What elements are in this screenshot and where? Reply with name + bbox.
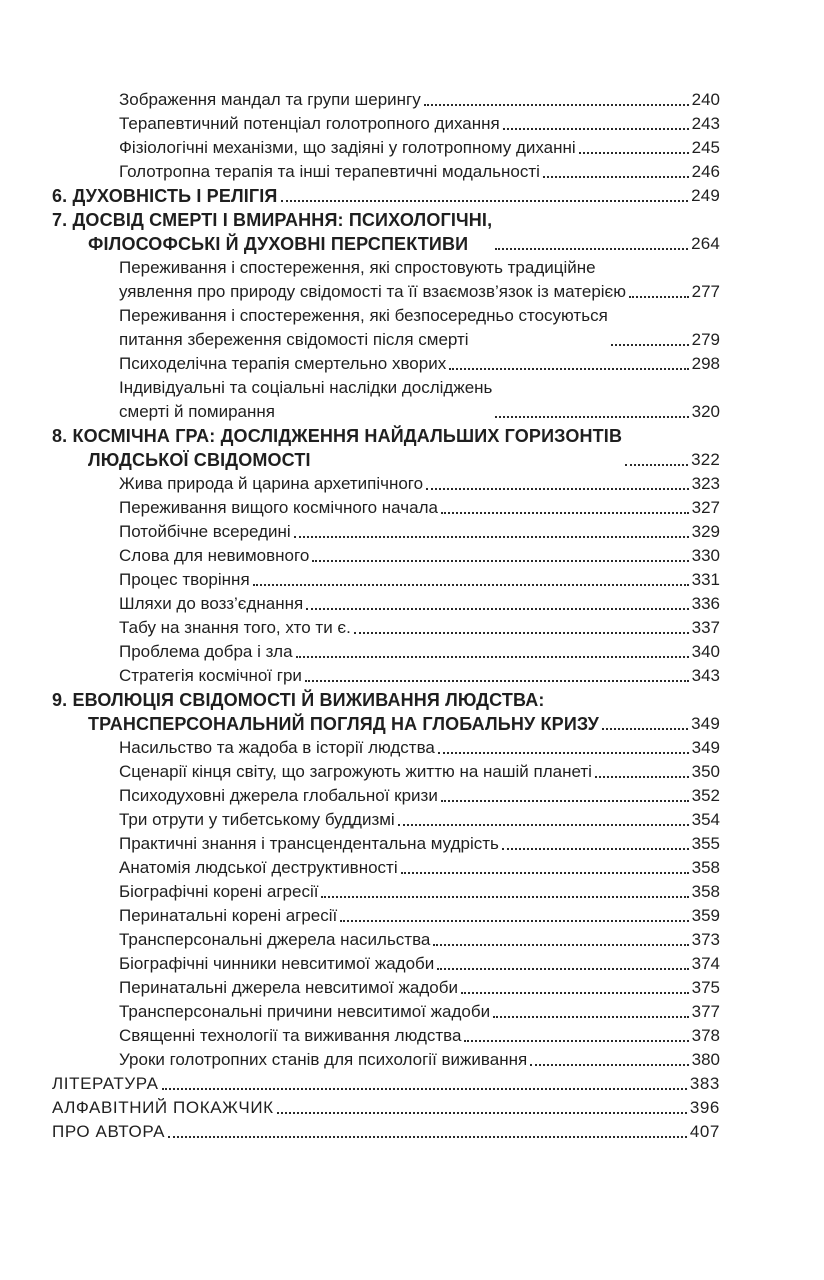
toc-entry-title	[119, 664, 302, 688]
toc-entry-title-line: Сценарії кінця світу, що загрожують життю на нашій планеті	[119, 762, 592, 781]
toc-entry-title	[119, 880, 318, 904]
toc-entry-title-line: Трансперсональні причини невситимої жадоби	[119, 1002, 491, 1021]
toc-entry-title-continuation: ФІЛОСОФСЬКІ Й ДУХОВНІ ПЕРСПЕКТИВИ	[88, 234, 469, 254]
toc-entry-title-line: Зображення мандал та групи шерингу	[119, 90, 421, 109]
toc-page-number: 358	[691, 858, 720, 877]
toc-page-number: 354	[691, 810, 720, 829]
toc-section-entry	[52, 496, 720, 520]
dot-leader	[168, 1136, 687, 1138]
toc-page-number: 277	[691, 282, 720, 301]
dot-leader	[426, 488, 689, 490]
toc-entry-title	[119, 88, 421, 112]
toc-entry-title-continuation: ТРАНСПЕРСОНАЛЬНИЙ ПОГЛЯД НА ГЛОБАЛЬНУ КРИЗУ	[88, 714, 600, 734]
toc-page-number: 331	[691, 570, 720, 589]
toc-entry-title	[119, 496, 438, 520]
toc-entry-title-continuation: уявлення про природу свідомості та її взаємозв’язок із матерією	[119, 282, 626, 301]
toc-entry-title-line: Жива природа й царина архетипічного	[119, 474, 424, 493]
toc-page-number: 320	[691, 402, 720, 421]
toc-entry-title	[119, 352, 446, 376]
dot-leader	[502, 848, 689, 850]
toc-page-number: 322	[691, 450, 720, 469]
toc-section-entry	[52, 304, 720, 352]
toc-entry-title	[119, 832, 499, 856]
toc-entry-title-line: Слова для невимовного	[119, 546, 310, 565]
toc-entry-title	[119, 952, 434, 976]
toc-page-number: 352	[691, 786, 720, 805]
dot-leader	[449, 368, 688, 370]
dot-leader	[441, 512, 689, 514]
toc-section-entry	[52, 1000, 720, 1024]
toc-page-number: 264	[691, 234, 720, 253]
dot-leader	[543, 176, 689, 178]
toc-page-number: 245	[691, 138, 720, 157]
toc-section-entry	[52, 976, 720, 1000]
toc-entry-title-line: Шляхи до возз’єднання	[119, 594, 304, 613]
toc-section-entry	[52, 880, 720, 904]
toc-page-number: 343	[691, 666, 720, 685]
dot-leader	[503, 128, 689, 130]
toc-page-number: 396	[689, 1098, 720, 1117]
toc-entry-title-line: 8. КОСМІЧНА ГРА: ДОСЛІДЖЕННЯ НАЙДАЛЬШИХ ГОРИЗОНТІВ	[52, 426, 623, 446]
toc-entry-title-line: Три отрути у тибетському буддизмі	[119, 810, 395, 829]
toc-chapter-entry	[52, 208, 720, 256]
toc-entry-title-line: Насильство та жадоба в історії людства	[119, 738, 435, 757]
toc-entry-title	[119, 112, 500, 136]
toc-entry-title	[119, 1000, 490, 1024]
dot-leader	[312, 560, 688, 562]
dot-leader	[306, 608, 688, 610]
toc-entry-title-line: Перинатальні джерела невситимої жадоби	[119, 978, 458, 997]
toc-entry-title-line: Стратегія космічної гри	[119, 666, 302, 685]
toc-page-number: 378	[691, 1026, 720, 1045]
dot-leader	[162, 1088, 687, 1090]
toc-entry-title-line: Фізіологічні механізми, що задіяні у голотропному диханні	[119, 138, 576, 157]
toc-section-entry	[52, 136, 720, 160]
toc-entry-title	[52, 1072, 159, 1096]
toc-section-entry	[52, 784, 720, 808]
toc-entry-title	[119, 544, 309, 568]
toc-page-number: 374	[691, 954, 720, 973]
toc-chapter-entry	[52, 688, 720, 736]
toc-entry-title	[119, 376, 492, 424]
dot-leader	[305, 680, 689, 682]
toc-entry-title-line: Уроки голотропних станів для психології виживання	[119, 1050, 528, 1069]
toc-entry-title-line: Проблема добра і зла	[119, 642, 293, 661]
dot-leader	[433, 944, 688, 946]
toc-page-number: 359	[691, 906, 720, 925]
toc-page-number: 298	[691, 354, 720, 373]
toc-entry-title-line: Процес творіння	[119, 570, 250, 589]
toc-entry-title	[119, 784, 438, 808]
dot-leader	[595, 776, 689, 778]
toc-entry-title	[119, 160, 540, 184]
toc-page-number: 249	[691, 186, 720, 205]
dot-leader	[294, 536, 689, 538]
toc-entry-title	[119, 136, 576, 160]
toc-entry-title-line: Трансперсональні джерела насильства	[119, 930, 431, 949]
toc-entry-title	[119, 760, 592, 784]
dot-leader	[579, 152, 689, 154]
dot-leader	[493, 1016, 689, 1018]
toc-page-number: 407	[689, 1122, 720, 1141]
toc-page-number: 373	[691, 930, 720, 949]
dot-leader	[340, 920, 688, 922]
dot-leader	[253, 584, 689, 586]
toc-entry-title	[119, 1048, 527, 1072]
toc-page-number: 323	[691, 474, 720, 493]
dot-leader	[398, 824, 689, 826]
toc-entry-title-line: ЛІТЕРАТУРА	[52, 1074, 159, 1093]
dot-leader	[495, 248, 688, 250]
toc-entry-title	[119, 976, 458, 1000]
toc-entry-title-line: Голотропна терапія та інші терапевтичні модальності	[119, 162, 540, 181]
dot-leader	[625, 464, 688, 466]
dot-leader	[296, 656, 689, 658]
toc-backmatter-entry	[52, 1072, 720, 1096]
toc-entry-title-line: Табу на знання того, хто ти є.	[119, 618, 351, 637]
toc-entry-title	[119, 568, 250, 592]
toc-section-entry	[52, 544, 720, 568]
toc-page	[52, 88, 720, 1198]
toc-section-entry	[52, 808, 720, 832]
toc-entry-title-line: 7. ДОСВІД СМЕРТІ І ВМИРАННЯ: ПСИХОЛОГІЧНІ,	[52, 210, 493, 230]
toc-section-entry	[52, 520, 720, 544]
toc-entry-title	[119, 520, 291, 544]
toc-entry-title	[119, 736, 435, 760]
toc-page-number: 383	[689, 1074, 720, 1093]
toc-section-entry	[52, 856, 720, 880]
toc-page-number: 350	[691, 762, 720, 781]
toc-page-number: 355	[691, 834, 720, 853]
dot-leader	[281, 200, 689, 202]
toc-entry-title	[52, 424, 622, 472]
dot-leader	[437, 968, 688, 970]
toc-page-number: 337	[691, 618, 720, 637]
toc-page-number: 240	[691, 90, 720, 109]
toc-entry-title-line: Біографічні корені агресії	[119, 882, 319, 901]
toc-entry-title-line: АЛФАВІТНИЙ ПОКАЖЧИК	[52, 1098, 274, 1117]
dot-leader	[530, 1064, 688, 1066]
dot-leader	[611, 344, 689, 346]
dot-leader	[461, 992, 689, 994]
dot-leader	[495, 416, 688, 418]
toc-entry-title-line: 9. ЕВОЛЮЦІЯ СВІДОМОСТІ Й ВИЖИВАННЯ ЛЮДСТВА:	[52, 690, 545, 710]
toc-page-number: 246	[691, 162, 720, 181]
toc-entry-title	[119, 640, 293, 664]
toc-entry-title-line: Переживання і спостереження, які безпосередньо стосуються	[119, 306, 608, 325]
toc-page-number: 279	[691, 330, 720, 349]
toc-page-number: 377	[691, 1002, 720, 1021]
toc-page-number: 349	[691, 714, 720, 733]
toc-entry-title	[52, 208, 492, 256]
dot-leader	[602, 728, 688, 730]
toc-section-entry	[52, 904, 720, 928]
toc-section-entry	[52, 472, 720, 496]
toc-entry-title	[119, 472, 423, 496]
toc-entry-title	[119, 856, 398, 880]
toc-page-number: 380	[691, 1050, 720, 1069]
toc-section-entry	[52, 376, 720, 424]
dot-leader	[629, 296, 689, 298]
toc-entry-title-continuation: ЛЮДСЬКОЇ СВІДОМОСТІ	[88, 450, 311, 470]
toc-page-number: 349	[691, 738, 720, 757]
toc-backmatter-entry	[52, 1120, 720, 1144]
toc-page-number: 336	[691, 594, 720, 613]
dot-leader	[321, 896, 688, 898]
toc-section-entry	[52, 352, 720, 376]
toc-page-number: 358	[691, 882, 720, 901]
toc-page-number: 330	[691, 546, 720, 565]
toc-chapter-entry	[52, 184, 720, 208]
toc-entry-title-line: Потойбічне всередині	[119, 522, 291, 541]
toc-page-number: 243	[691, 114, 720, 133]
toc-section-entry	[52, 928, 720, 952]
toc-entry-title-line: Психоделічна терапія смертельно хворих	[119, 354, 447, 373]
toc-entry-title-continuation: смерті й помирання	[119, 402, 275, 421]
toc-entry-title-line: ПРО АВТОРА	[52, 1122, 166, 1141]
toc-entry-title	[119, 808, 395, 832]
toc-entry-title	[119, 904, 337, 928]
toc-entry-title	[119, 256, 626, 304]
toc-chapter-entry	[52, 424, 720, 472]
dot-leader	[441, 800, 689, 802]
toc-section-entry	[52, 568, 720, 592]
toc-section-entry	[52, 832, 720, 856]
toc-entry-title	[119, 1024, 461, 1048]
toc-page-number: 340	[691, 642, 720, 661]
toc-entry-title	[52, 1096, 274, 1120]
toc-entry-title	[119, 592, 303, 616]
toc-section-entry	[52, 256, 720, 304]
toc-entry-title-continuation: питання збереження свідомості після смерті	[119, 330, 469, 349]
toc-entry-title-line: Перинатальні корені агресії	[119, 906, 338, 925]
toc-entry-title	[119, 928, 430, 952]
toc-page-number: 375	[691, 978, 720, 997]
toc-page-number: 329	[691, 522, 720, 541]
toc-entry-title-line: Переживання і спостереження, які спростовують традиційне	[119, 258, 596, 277]
toc-section-entry	[52, 640, 720, 664]
toc-section-entry	[52, 88, 720, 112]
toc-section-entry	[52, 664, 720, 688]
toc-entry-title-line: Біографічні чинники невситимої жадоби	[119, 954, 435, 973]
toc-entry-title-line: Практичні знання і трансцендентальна мудрість	[119, 834, 499, 853]
toc-entry-title-line: Анатомія людської деструктивності	[119, 858, 398, 877]
toc-section-entry	[52, 1024, 720, 1048]
toc-section-entry	[52, 952, 720, 976]
toc-section-entry	[52, 616, 720, 640]
table-of-contents	[52, 88, 720, 1144]
toc-entry-title	[52, 184, 278, 208]
toc-entry-title	[52, 688, 599, 736]
toc-backmatter-entry	[52, 1096, 720, 1120]
dot-leader	[354, 632, 689, 634]
dot-leader	[438, 752, 689, 754]
toc-entry-title	[119, 304, 608, 352]
toc-entry-title	[52, 1120, 165, 1144]
toc-entry-title-line: Психодуховні джерела глобальної кризи	[119, 786, 438, 805]
toc-section-entry	[52, 760, 720, 784]
dot-leader	[277, 1112, 687, 1114]
toc-entry-title-line: Індивідуальні та соціальні наслідки досліджень	[119, 378, 493, 397]
toc-section-entry	[52, 1048, 720, 1072]
toc-section-entry	[52, 160, 720, 184]
toc-page-number: 327	[691, 498, 720, 517]
toc-entry-title-line: Священні технології та виживання людства	[119, 1026, 462, 1045]
toc-section-entry	[52, 112, 720, 136]
toc-section-entry	[52, 592, 720, 616]
dot-leader	[464, 1040, 688, 1042]
toc-entry-title-line: 6. ДУХОВНІСТЬ І РЕЛІГІЯ	[52, 186, 278, 206]
toc-entry-title-line: Переживання вищого космічного начала	[119, 498, 438, 517]
dot-leader	[401, 872, 689, 874]
toc-entry-title	[119, 616, 351, 640]
toc-entry-title-line: Терапевтичний потенціал голотропного дихання	[119, 114, 500, 133]
toc-section-entry	[52, 736, 720, 760]
dot-leader	[424, 104, 689, 106]
